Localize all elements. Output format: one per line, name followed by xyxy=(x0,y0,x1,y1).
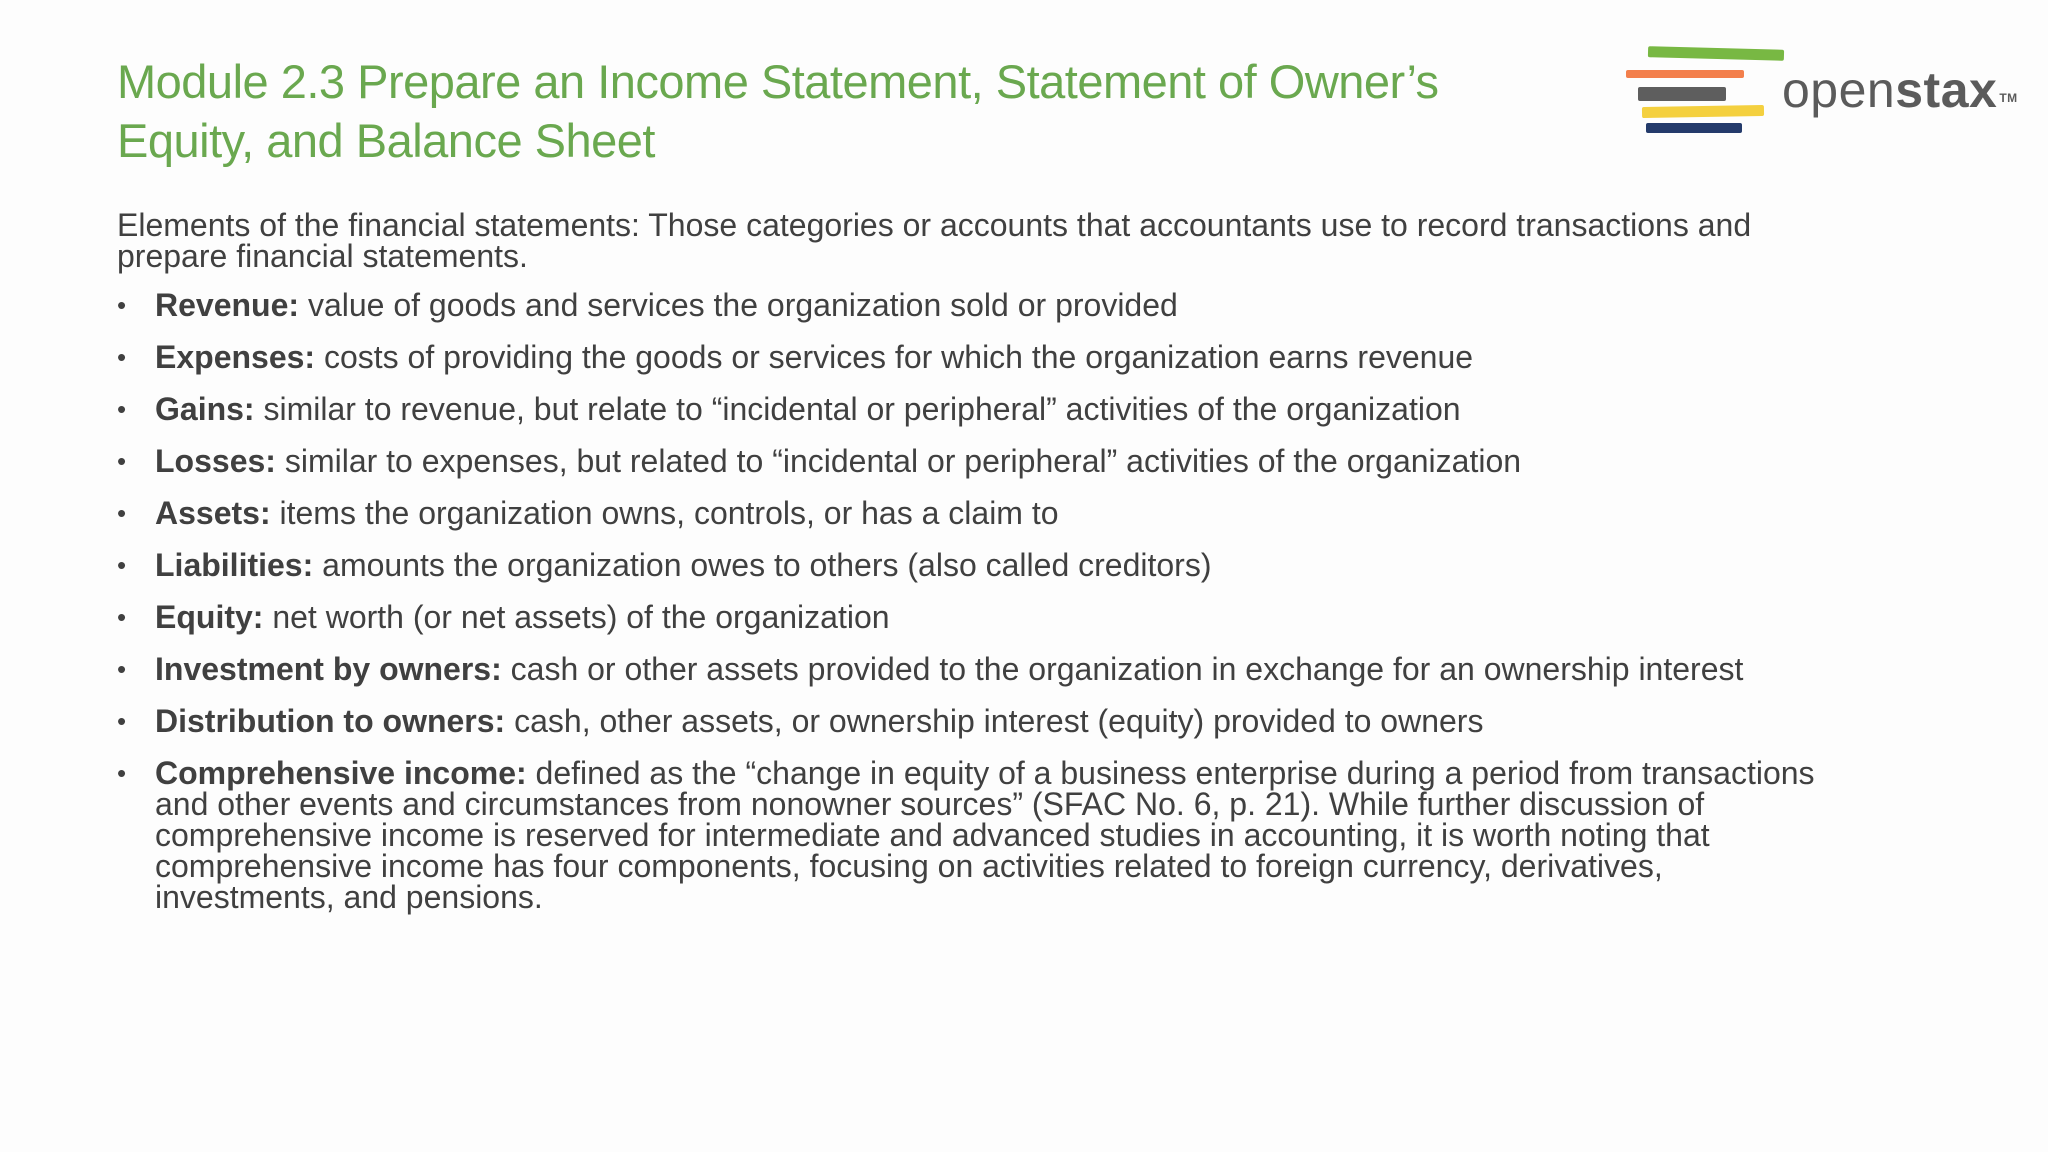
term: Comprehensive income: xyxy=(155,755,527,791)
bullet-icon: • xyxy=(117,498,127,528)
definition: value of goods and services the organization sold or provided xyxy=(307,287,1178,323)
list-item-gains xyxy=(117,391,1837,427)
list-item-revenue xyxy=(117,287,1837,323)
definition: similar to expenses, but related to “incidental or peripheral” activities of the organization xyxy=(284,443,1522,479)
bullet-icon: • xyxy=(117,446,127,476)
bullet-icon: • xyxy=(117,550,127,580)
list-item-equity xyxy=(117,599,1837,635)
definition: items the organization owns, controls, or has a claim to xyxy=(279,495,1059,531)
list-item-investment-by-owners xyxy=(117,651,1837,687)
definition: similar to revenue, but relate to “incidental or peripheral” activities of the organization xyxy=(263,391,1461,427)
list-item-distribution-to-owners xyxy=(117,703,1837,739)
logo-bar-gray xyxy=(1638,87,1726,101)
logo-trademark: TM xyxy=(1999,91,2018,105)
bullet-icon: • xyxy=(117,602,127,632)
logo-bar-green xyxy=(1648,46,1784,61)
slide-title: Module 2.3 Prepare an Income Statement, Statement of Owner’s Equity, and Balance Sheet xyxy=(117,55,1439,167)
term: Liabilities: xyxy=(155,547,314,583)
term: Distribution to owners: xyxy=(155,703,506,739)
bullet-icon: • xyxy=(117,706,127,736)
definition: cash, other assets, or ownership interest (equity) provided to owners xyxy=(514,703,1484,739)
list-item-expenses xyxy=(117,339,1837,375)
logo-word-stax: stax xyxy=(1895,62,1998,118)
bullet-icon: • xyxy=(117,758,127,788)
term: Equity: xyxy=(155,599,264,635)
list-item-comprehensive-income xyxy=(117,755,1837,915)
term: Expenses: xyxy=(155,339,316,375)
logo-word-open: open xyxy=(1782,62,1896,118)
bullet-icon: • xyxy=(117,654,127,684)
definition: cash or other assets provided to the organization in exchange for an ownership interest xyxy=(510,651,1744,687)
list-item-liabilities xyxy=(117,547,1837,583)
openstax-logo xyxy=(1626,48,2018,138)
list-item-assets xyxy=(117,495,1837,531)
bullet-icon: • xyxy=(117,290,127,320)
definition: net worth (or net assets) of the organization xyxy=(272,599,890,635)
logo-bar-orange xyxy=(1626,70,1744,78)
term: Assets: xyxy=(155,495,271,531)
elements-list xyxy=(117,287,1837,934)
list-item-losses xyxy=(117,443,1837,479)
term: Revenue: xyxy=(155,287,300,323)
term: Investment by owners: xyxy=(155,651,502,687)
definition: defined as the “change in equity of a business enterprise during a period from transactions and other events and circumstances from nonowner sources” (SFAC No. 6, p. 21). While further discussion of comprehensive income is reserved for intermediate and advanced studies in accounting, it is worth noting that comprehensive income has four components, focusing on activities related to foreign currency, derivatives, investments, and pensions. xyxy=(155,755,1815,915)
bullet-icon: • xyxy=(117,394,127,424)
bullet-icon: • xyxy=(117,342,127,372)
term: Gains: xyxy=(155,391,255,427)
logo-bar-navy xyxy=(1646,123,1742,133)
definition: amounts the organization owes to others (also called creditors) xyxy=(322,547,1212,583)
intro-paragraph: Elements of the financial statements: Those categories or accounts that accountants use to record transactions and prepare financial statements. xyxy=(117,207,1752,274)
logo-bar-yellow xyxy=(1642,105,1764,118)
definition: costs of providing the goods or services for which the organization earns revenue xyxy=(323,339,1474,375)
logo-wordmark xyxy=(1782,60,2018,120)
term: Losses: xyxy=(155,443,276,479)
